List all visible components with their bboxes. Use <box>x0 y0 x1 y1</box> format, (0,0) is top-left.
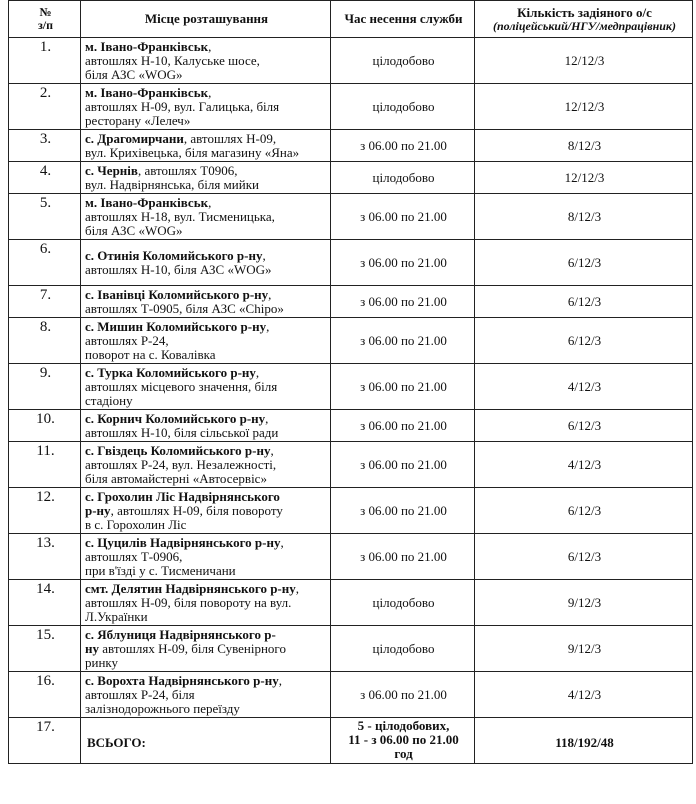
location-place-name: с. Яблуниця Надвірнянського р- ну <box>85 626 276 656</box>
header-count-title: Кількість задіяного о/с <box>517 4 652 20</box>
total-time: 5 - цілодобових, 11 - з 06.00 по 21.00 год <box>331 718 475 764</box>
row-time: з 06.00 по 21.00 <box>331 194 475 240</box>
row-count: 12/12/3 <box>475 162 693 194</box>
row-number: 1. <box>9 38 81 84</box>
location-place-name: с. Мишин Коломийського р-ну <box>85 318 267 334</box>
row-location <box>81 626 331 672</box>
row-count: 9/12/3 <box>475 626 693 672</box>
row-location <box>81 364 331 410</box>
location-details: , автошлях Р-24, поворот на с. Ковалівка <box>85 318 270 362</box>
row-number: 4. <box>9 162 81 194</box>
location-details: , автошлях Н-10, біля АЗС «WOG» <box>85 247 272 277</box>
total-number: 17. <box>9 718 81 764</box>
row-location <box>81 672 331 718</box>
row-time: з 06.00 по 21.00 <box>331 672 475 718</box>
row-number: 6. <box>9 240 81 286</box>
header-number: № з/п <box>9 1 81 38</box>
row-location <box>81 38 331 84</box>
row-time: з 06.00 по 21.00 <box>331 410 475 442</box>
row-count: 4/12/3 <box>475 672 693 718</box>
table-row <box>9 364 693 410</box>
row-time: з 06.00 по 21.00 <box>331 240 475 286</box>
row-number: 15. <box>9 626 81 672</box>
location-details: , автошлях Т-0905, біля АЗС «Chipo» <box>85 286 284 316</box>
row-time: з 06.00 по 21.00 <box>331 318 475 364</box>
row-location <box>81 162 331 194</box>
location-details: , автошлях Р-24, вул. Незалежності, біля автомайстерні «Автосервіс» <box>85 442 277 486</box>
table-row <box>9 240 693 286</box>
row-number: 11. <box>9 442 81 488</box>
location-place-name: м. Івано-Франківськ <box>85 84 209 100</box>
location-details: , автошлях Н-18, вул. Тисменицька, біля АЗС «WOG» <box>85 194 275 238</box>
location-details: , автошлях місцевого значення, біля стадіону <box>85 364 278 408</box>
table-row <box>9 580 693 626</box>
table-row <box>9 626 693 672</box>
row-time: з 06.00 по 21.00 <box>331 286 475 318</box>
row-count: 6/12/3 <box>475 410 693 442</box>
row-location <box>81 84 331 130</box>
location-place-name: с. Отинія Коломийського р-ну <box>85 247 263 263</box>
table-row <box>9 130 693 162</box>
header-count <box>475 1 693 38</box>
row-location <box>81 488 331 534</box>
row-location <box>81 442 331 488</box>
location-place-name: смт. Делятин Надвірнянського р-ну <box>85 580 296 596</box>
row-location <box>81 318 331 364</box>
row-number: 10. <box>9 410 81 442</box>
row-count: 12/12/3 <box>475 84 693 130</box>
row-location <box>81 240 331 286</box>
location-place-name: м. Івано-Франківськ <box>85 194 209 210</box>
row-number: 12. <box>9 488 81 534</box>
location-details: , автошлях Н-09, вул. Галицька, біля ресторану «Лелеч» <box>85 84 280 128</box>
location-details: автошлях Н-09, біля Сувенірного ринку <box>85 640 286 670</box>
table-row <box>9 488 693 534</box>
row-count: 6/12/3 <box>475 318 693 364</box>
location-details: , автошлях Р-24, біля залізнодорожнього переїзду <box>85 672 282 716</box>
row-location <box>81 534 331 580</box>
table-row <box>9 534 693 580</box>
row-location <box>81 410 331 442</box>
row-time: цілодобово <box>331 84 475 130</box>
total-label: ВСЬОГО: <box>81 718 331 764</box>
row-time: з 06.00 по 21.00 <box>331 364 475 410</box>
location-details: , автошлях Т0906, вул. Надвірнянська, біля мийки <box>85 162 259 192</box>
header-time: Час несення служби <box>331 1 475 38</box>
total-row <box>9 718 693 764</box>
row-location <box>81 130 331 162</box>
row-number: 7. <box>9 286 81 318</box>
row-number: 3. <box>9 130 81 162</box>
location-place-name: с. Цуцилів Надвірнянського р-ну <box>85 534 281 550</box>
table-row <box>9 162 693 194</box>
table-row <box>9 84 693 130</box>
table-row <box>9 38 693 84</box>
table-row <box>9 672 693 718</box>
location-place-name: м. Івано-Франківськ <box>85 38 209 54</box>
row-count: 6/12/3 <box>475 488 693 534</box>
table-row <box>9 442 693 488</box>
row-count: 8/12/3 <box>475 194 693 240</box>
location-details: , автошлях Т-0906, при в'їзді у с. Тисменичани <box>85 534 284 578</box>
location-place-name: с. Турка Коломийського р-ну <box>85 364 256 380</box>
service-table <box>8 0 693 764</box>
location-place-name: с. Іванівці Коломийського р-ну <box>85 286 269 302</box>
row-time: з 06.00 по 21.00 <box>331 534 475 580</box>
row-number: 13. <box>9 534 81 580</box>
location-details: , автошлях Н-10, біля сільської ради <box>85 410 279 440</box>
row-count: 6/12/3 <box>475 534 693 580</box>
row-count: 4/12/3 <box>475 442 693 488</box>
location-place-name: с. Гвіздець Коломийського р-ну <box>85 442 271 458</box>
row-count: 4/12/3 <box>475 364 693 410</box>
location-details: , автошлях Н-09, біля повороту в с. Горохолин Ліс <box>85 502 283 532</box>
row-location <box>81 580 331 626</box>
table-row <box>9 286 693 318</box>
row-number: 14. <box>9 580 81 626</box>
header-location: Місце розташування <box>81 1 331 38</box>
row-number: 5. <box>9 194 81 240</box>
row-time: цілодобово <box>331 580 475 626</box>
row-time: цілодобово <box>331 38 475 84</box>
location-place-name: с. Корнич Коломийського р-ну <box>85 410 266 426</box>
row-number: 9. <box>9 364 81 410</box>
location-place-name: с. Ворохта Надвірнянського р-ну <box>85 672 279 688</box>
row-count: 6/12/3 <box>475 286 693 318</box>
location-details: , автошлях Н-09, біля повороту на вул. Л.Українки <box>85 580 300 624</box>
row-time: з 06.00 по 21.00 <box>331 488 475 534</box>
row-count: 8/12/3 <box>475 130 693 162</box>
location-place-name: с. Грохолин Ліс Надвірнянського р-ну <box>85 488 280 518</box>
row-count: 6/12/3 <box>475 240 693 286</box>
header-count-subtitle: (поліцейський/НГУ/медпрацівник) <box>492 18 677 33</box>
location-place-name: с. Чернів <box>85 162 138 178</box>
row-number: 16. <box>9 672 81 718</box>
location-details: , автошлях Н-10, Калуське шосе, біля АЗС «WOG» <box>85 38 260 82</box>
location-details: , автошлях Н-09, вул. Крихівецька, біля магазину «Яна» <box>85 130 300 160</box>
row-count: 12/12/3 <box>475 38 693 84</box>
row-number: 8. <box>9 318 81 364</box>
table-row <box>9 318 693 364</box>
row-time: з 06.00 по 21.00 <box>331 442 475 488</box>
row-location <box>81 194 331 240</box>
row-number: 2. <box>9 84 81 130</box>
table-row <box>9 410 693 442</box>
row-time: з 06.00 по 21.00 <box>331 130 475 162</box>
row-time: цілодобово <box>331 162 475 194</box>
table-header-row <box>9 1 693 38</box>
row-location <box>81 286 331 318</box>
row-time: цілодобово <box>331 626 475 672</box>
table-row <box>9 194 693 240</box>
row-count: 9/12/3 <box>475 580 693 626</box>
total-count: 118/192/48 <box>475 718 693 764</box>
location-place-name: с. Драгомирчани <box>85 130 184 146</box>
table-body <box>9 38 693 764</box>
